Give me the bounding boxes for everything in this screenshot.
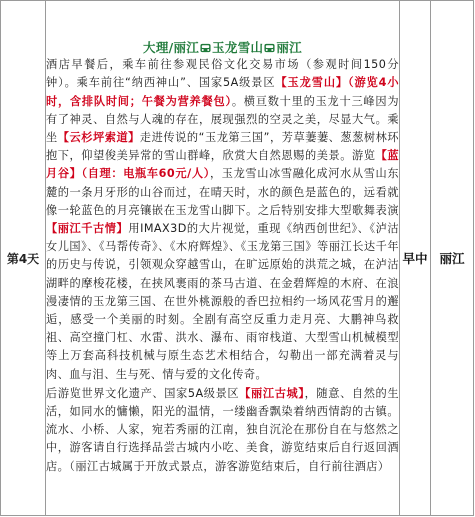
itinerary-content [46, 1, 400, 516]
highlight-segment: 【蓝月谷】（自理：电瓶车60元/人） [46, 149, 399, 181]
car-icon [200, 43, 211, 53]
car-icon [264, 43, 275, 53]
itinerary-paragraph-2 [46, 385, 399, 476]
text-segment: 用IMAX3D的大片视觉，重现《纳西创世纪》、《泸沽女儿国》、《马帮传奇》、《木府辉煌》、《玉龙第三国》等丽江长达千年的历史与传说，引领观众穿越雪山，在旷远原始的洪荒之城，在泸沽湖畔的摩梭花楼，在挟风裹雨的茶马古道、在金碧辉煌的木府、在浪漫凄情的玉龙第三国、在世外桃源般的香巴拉相约一场风花雪月的邂逅，感受一个美丽的时刻。全剧有高空反重力走月亮、大鹏神鸟救祖、高空撞门杠、水雷、洪水、瀑布、雨帘栈道、大型雪山机械模型等上万套高科技机械与原生态艺术相结合，勾勒出一部充满着灵与肉、血与泪、生与死、情与爱的文化传奇。 [46, 221, 399, 381]
text-segment: ，玉龙雪山冰雪融化成河水从雪山东麓的一条月牙形的山谷而过，在晴天时，水的颜色是蓝色的，远看就像一轮蓝色的月亮镶嵌在玉龙雪山脚下。之后特别安排大型歌舞表演 [46, 167, 400, 217]
route-to: 丽江 [276, 40, 302, 56]
highlight-segment: 【玉龙雪山】（游览4小时，含排队时间；午餐为营养餐包） [46, 76, 399, 108]
itinerary-paragraph-1 [46, 56, 399, 384]
day-label: 第4天 [1, 1, 46, 516]
accommodation-cell [431, 1, 474, 516]
text-segment: 走进传说的“玉龙第三国”，芳草萋萋、葱葱树林环抱下，仰望俊美异常的雪山群峰，欣赏大自然恩赐的美景。游览 [46, 130, 400, 163]
highlight-segment: 【丽江古城】 [239, 386, 305, 400]
route-from: 大理/丽江 [143, 40, 200, 56]
text-segment: ，随意、自然的生活，如同水的慵懒，阳光的温情，一缕幽香飘染着纳西情韵的古镇。流水、小桥、人家，宛若秀丽的江南，独自沉沦在那份自在与悠然之中，游客请自行选择品尝古城内小吃、美食，游览结束后自行返回酒店。（丽江古城属于开放式景点，游客游览结束后，自行前往酒店） [46, 386, 400, 473]
highlight-segment: 【丽江千古情】 [46, 221, 129, 235]
text-segment: 酒店早餐后，乘车前往参观民俗文化交易市场（参观时间150分钟）。乘车前往“纳西神山”、国家5A级景区 [46, 58, 399, 90]
route-mid: 玉龙雪山 [212, 40, 264, 56]
highlight-segment: 【云杉坪索道】 [57, 130, 140, 144]
itinerary-row-day4 [1, 1, 474, 516]
meal-cell [400, 1, 431, 516]
text-segment: 。横亘数十里的玉龙十三峰因为有了神灵、自然与人魂的存在，展现强烈的空灵之美，尽显大气。乘坐 [46, 94, 399, 144]
meal-label: 早中 [402, 250, 428, 266]
text-segment: 后游览世界文化遗产、国家5A级景区 [46, 386, 240, 400]
accommodation-label: 丽江 [439, 251, 465, 266]
route-title [46, 39, 399, 56]
